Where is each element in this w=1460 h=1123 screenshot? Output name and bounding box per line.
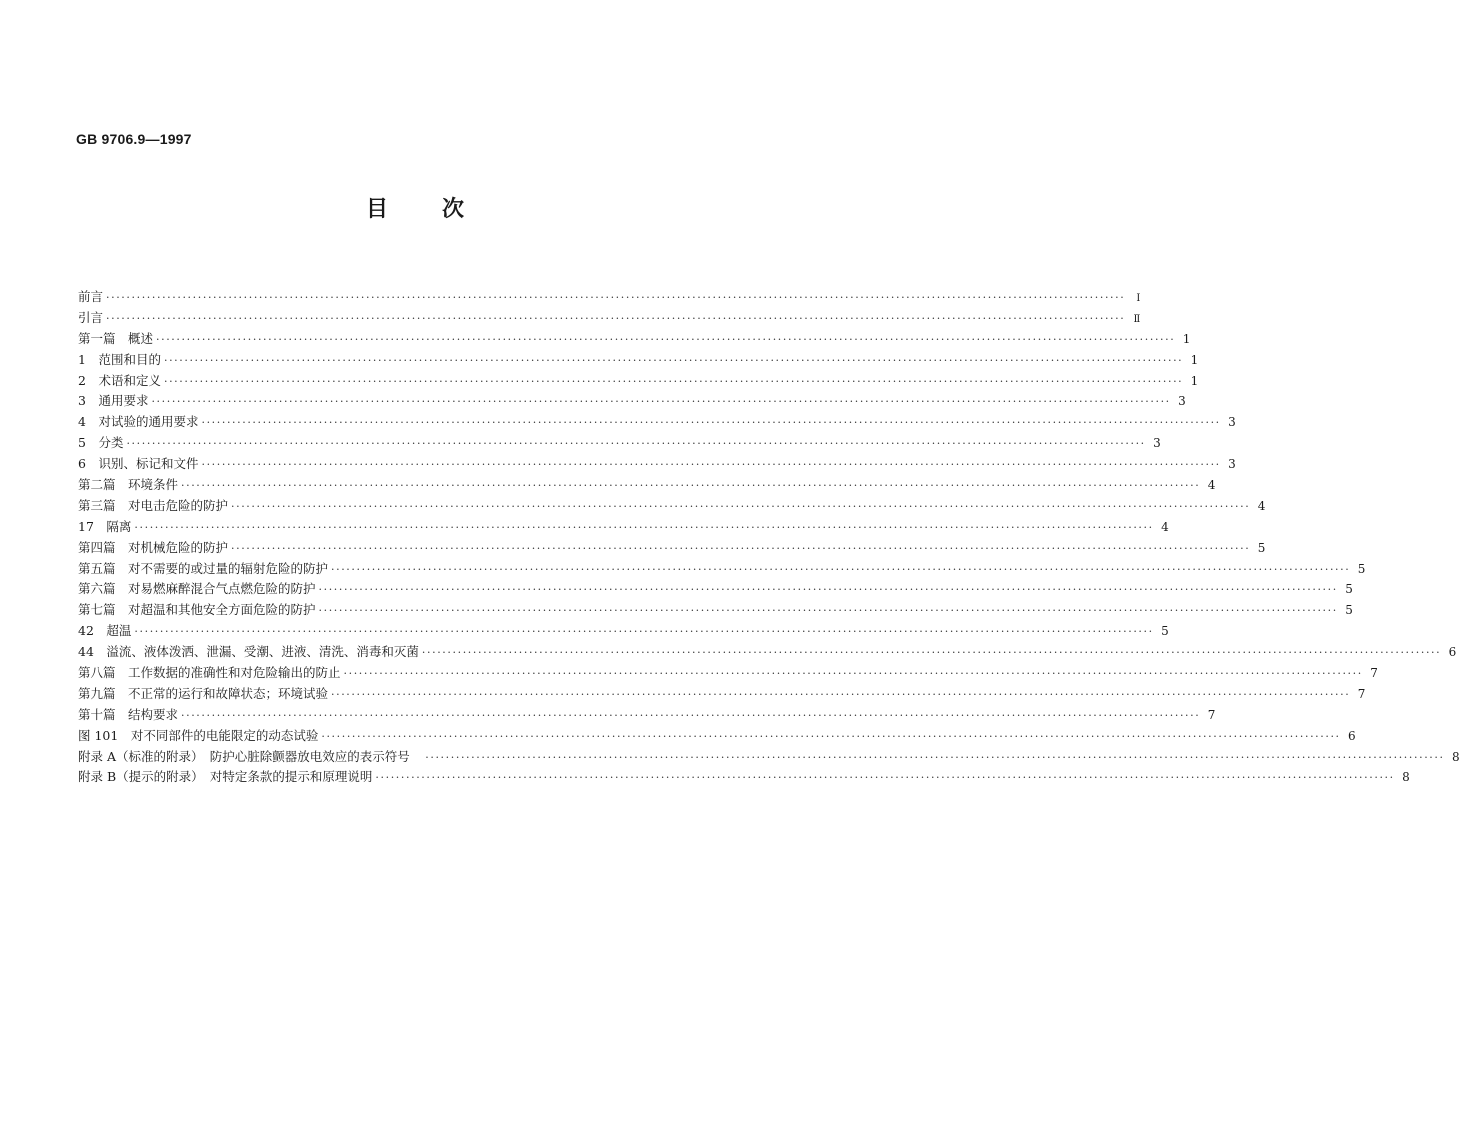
- toc-entry[interactable]: [78, 496, 1266, 517]
- table-of-contents: [78, 287, 1460, 788]
- standard-number: GB 9706.9—1997: [76, 131, 192, 147]
- toc-entry-label: 1 范围和目的: [78, 351, 161, 367]
- toc-leader-dots: ········································································································································································································: [421, 646, 1442, 660]
- toc-entry[interactable]: [78, 621, 1169, 642]
- toc-entry[interactable]: [78, 433, 1161, 454]
- toc-entry[interactable]: [78, 600, 1353, 621]
- toc-leader-dots: ········································································································································································································: [134, 625, 1154, 639]
- toc-leader-dots: ········································································································································································································: [231, 541, 1251, 555]
- toc-leader-dots: ········································································································································································································: [331, 687, 1351, 701]
- toc-leader-dots: ········································································································································································································: [318, 604, 1338, 618]
- toc-entry[interactable]: [78, 705, 1216, 726]
- toc-entry-page: 3: [1153, 436, 1161, 451]
- toc-entry[interactable]: [78, 747, 1460, 768]
- toc-entry[interactable]: [78, 308, 1141, 329]
- toc-entry[interactable]: [78, 454, 1236, 475]
- toc-entry-page: 1: [1190, 352, 1199, 367]
- toc-entry-page: 7: [1370, 666, 1378, 681]
- toc-entry-label: 5 分类: [78, 435, 124, 451]
- toc-entry-label: 44 溢流、液体泼洒、泄漏、受潮、进液、清洗、消毒和灭菌: [78, 644, 419, 660]
- toc-entry-page: 5: [1257, 540, 1266, 555]
- toc-entry-page: 7: [1357, 686, 1366, 701]
- toc-entry[interactable]: [78, 517, 1169, 538]
- toc-entry-label: 42 超温: [78, 623, 132, 639]
- toc-entry-page: 5: [1345, 603, 1353, 618]
- toc-entry[interactable]: [78, 579, 1353, 600]
- toc-leader-dots: ········································································································································································································: [318, 583, 1338, 597]
- toc-entry-label: 4 对试验的通用要求: [78, 414, 199, 430]
- toc-entry-page: 6: [1348, 728, 1356, 743]
- toc-entry-label: 2 术语和定义: [78, 372, 161, 388]
- toc-entry-label: 第一篇 概述: [78, 330, 154, 346]
- toc-entry-label: 6 识别、标记和文件: [78, 456, 199, 472]
- toc-leader-dots: ········································································································································································································: [126, 437, 1146, 451]
- toc-entry-page: Ⅱ: [1133, 313, 1141, 325]
- toc-leader-dots: ········································································································································································································: [425, 750, 1445, 764]
- toc-leader-dots: ········································································································································································································: [106, 311, 1126, 325]
- toc-leader-dots: ········································································································································································································: [331, 562, 1351, 576]
- toc-entry-page: 3: [1228, 415, 1236, 430]
- toc-leader-dots: ········································································································································································································: [181, 479, 1201, 493]
- toc-entry[interactable]: [78, 329, 1191, 350]
- toc-entry-page: 5: [1161, 624, 1169, 639]
- toc-entry[interactable]: [78, 412, 1236, 433]
- toc-entry-label: 第三篇 对电击危险的防护: [78, 497, 229, 513]
- toc-entry-label: 17 隔离: [78, 518, 132, 534]
- toc-entry-page: 5: [1345, 582, 1353, 597]
- toc-entry-page: 3: [1228, 457, 1236, 472]
- toc-leader-dots: ········································································································································································································: [231, 499, 1251, 513]
- toc-entry-page: 3: [1178, 394, 1186, 409]
- toc-entry-page: 5: [1357, 561, 1366, 576]
- toc-leader-dots: ········································································································································································································: [201, 416, 1221, 430]
- toc-entry-label: 附录 A（标准的附录） 防护心脏除颤器放电效应的表示符号: [78, 748, 423, 764]
- toc-entry-label: 第八篇 工作数据的准确性和对危险输出的防止: [78, 665, 341, 681]
- toc-leader-dots: ········································································································································································································: [163, 374, 1184, 388]
- toc-leader-dots: ········································································································································································································: [163, 353, 1184, 367]
- toc-entry-label: 第十篇 结构要求: [78, 706, 179, 722]
- toc-entry-label: 图 101 对不同部件的电能限定的动态试验: [78, 727, 319, 743]
- toc-entry-label: 第七篇 对超温和其他安全方面危险的防护: [78, 602, 316, 618]
- toc-entry[interactable]: [78, 663, 1378, 684]
- toc-leader-dots: ········································································································································································································: [106, 291, 1126, 304]
- toc-entry[interactable]: [78, 391, 1186, 412]
- toc-leader-dots: ········································································································································································································: [156, 332, 1176, 346]
- toc-entry[interactable]: [78, 371, 1199, 392]
- toc-entry-page: 4: [1207, 478, 1216, 493]
- toc-entry-page: 6: [1448, 645, 1457, 660]
- toc-entry-label: 第二篇 环境条件: [78, 477, 179, 493]
- toc-leader-dots: ········································································································································································································: [375, 771, 1395, 785]
- title-char-1: 目: [365, 197, 388, 222]
- toc-entry[interactable]: [78, 538, 1266, 559]
- toc-entry-page: 8: [1402, 770, 1410, 785]
- toc-entry[interactable]: [78, 475, 1216, 496]
- toc-entry-page: 7: [1207, 707, 1216, 722]
- toc-entry-page: 4: [1257, 498, 1266, 513]
- toc-entry-page: 4: [1161, 519, 1169, 534]
- toc-entry[interactable]: [78, 684, 1366, 705]
- toc-entry-label: 前言: [78, 289, 104, 304]
- toc-entry-page: Ⅰ: [1136, 293, 1141, 304]
- toc-entry[interactable]: [78, 559, 1366, 580]
- toc-entry-label: 附录 B（提示的附录） 对特定条款的提示和原理说明: [78, 769, 373, 785]
- toc-entry-page: 1: [1182, 331, 1191, 346]
- title-char-2: 次: [442, 197, 465, 222]
- toc-entry[interactable]: [78, 726, 1356, 747]
- page-title: [0, 192, 794, 223]
- toc-entry-page: 1: [1190, 373, 1199, 388]
- toc-entry-label: 第四篇 对机械危险的防护: [78, 539, 229, 555]
- toc-entry[interactable]: [78, 350, 1199, 371]
- toc-leader-dots: ········································································································································································································: [134, 520, 1154, 534]
- toc-leader-dots: ········································································································································································································: [343, 667, 1363, 681]
- toc-entry-label: 引言: [78, 309, 104, 325]
- toc-entry[interactable]: [78, 767, 1410, 788]
- toc-entry-label: 第九篇 不正常的运行和故障状态；环境试验: [78, 685, 329, 701]
- toc-leader-dots: ········································································································································································································: [181, 708, 1201, 722]
- toc-leader-dots: ········································································································································································································: [321, 729, 1341, 743]
- toc-entry-label: 第六篇 对易燃麻醉混合气点燃危险的防护: [78, 581, 316, 597]
- toc-entry-label: 第五篇 对不需要的或过量的辐射危险的防护: [78, 560, 329, 576]
- toc-entry-label: 3 通用要求: [78, 393, 149, 409]
- toc-entry-page: 8: [1451, 749, 1460, 764]
- toc-entry[interactable]: [78, 287, 1141, 308]
- toc-leader-dots: ········································································································································································································: [201, 458, 1221, 472]
- toc-entry[interactable]: [78, 642, 1457, 663]
- toc-leader-dots: ········································································································································································································: [151, 395, 1171, 409]
